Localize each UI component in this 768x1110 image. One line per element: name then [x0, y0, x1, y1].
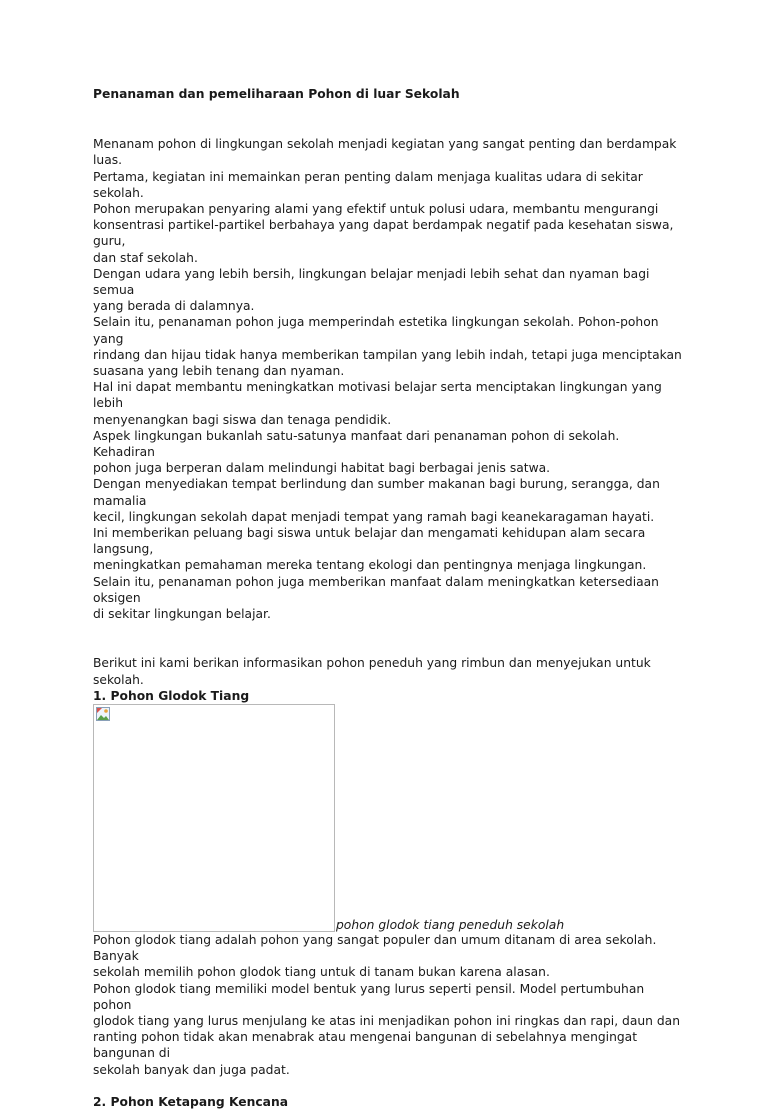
text-line: Pohon merupakan penyaring alami yang efektif untuk polusi udara, membantu mengurangi	[93, 202, 659, 217]
text-line: kecil, lingkungan sekolah dapat menjadi tempat yang ramah bagi keanekaragaman hayati.	[93, 509, 655, 524]
text-line: sekolah memilih pohon glodok tiang untuk di tanam bukan karena alasan.	[93, 965, 550, 980]
text-line: Dengan menyediakan tempat berlindung dan sumber makanan bagi burung, serangga, dan mamalia	[93, 477, 660, 508]
section-heading-glodok-tiang: 1. Pohon Glodok Tiang	[93, 688, 250, 703]
text-line: suasana yang lebih tenang dan nyaman.	[93, 364, 345, 379]
text-line: sekolah banyak dan juga padat.	[93, 1062, 290, 1077]
text-line: Selain itu, penanaman pohon juga memberikan manfaat dalam meningkatkan ketersediaan oksigen	[93, 574, 659, 605]
image-caption: pohon glodok tiang peneduh sekolah	[336, 917, 565, 932]
text-line: Selain itu, penanaman pohon juga memperindah estetika lingkungan sekolah. Pohon-pohon yang	[93, 315, 659, 346]
text-line: Menanam pohon di lingkungan sekolah menjadi kegiatan yang sangat penting dan berdampak luas.	[93, 137, 677, 168]
text-line: di sekitar lingkungan belajar.	[93, 607, 271, 622]
spacer	[93, 622, 683, 655]
info-intro-text: Berikut ini kami berikan informasikan pohon peneduh yang rimbun dan menyejukan untuk sekolah.	[93, 656, 651, 687]
document-page	[93, 86, 683, 1110]
text-line: glodok tiang yang lurus menjulang ke atas ini menjadikan pohon ini ringkas dan rapi, daun dan	[93, 1013, 681, 1028]
section-heading-ketapang-kencana: 2. Pohon Ketapang Kencana	[93, 1094, 289, 1109]
text-line: Pohon glodok tiang adalah pohon yang sangat populer dan umum ditanam di area sekolah. Banyak	[93, 932, 657, 964]
figure-glodok-tiang	[93, 704, 683, 932]
text-line: konsentrasi partikel-partikel berbahaya yang dapat berdampak negatif pada kesehatan siswa, guru,	[93, 218, 674, 249]
text-line: Pohon glodok tiang memiliki model bentuk yang lurus seperti pensil. Model pertumbuhan pohon	[93, 981, 645, 1012]
text-line: menyenangkan bagi siswa dan tenaga pendidik.	[93, 412, 392, 427]
text-line: dan staf sekolah.	[93, 250, 198, 265]
text-line: yang berada di dalamnya.	[93, 299, 255, 314]
spacer	[93, 102, 683, 136]
text-line: Aspek lingkungan bukanlah satu-satunya manfaat dari penanaman pohon di sekolah. Kehadiran	[93, 428, 620, 460]
spacer	[93, 1078, 683, 1094]
text-line: Pertama, kegiatan ini memainkan peran penting dalam menjaga kualitas udara di sekitar sekolah.	[93, 169, 643, 200]
glodok-tiang-description	[93, 932, 683, 1078]
text-line: pohon juga berperan dalam melindungi habitat bagi berbagai jenis satwa.	[93, 461, 551, 476]
text-line: meningkatkan pemahaman mereka tentang ekologi dan pentingnya menjaga lingkungan.	[93, 558, 647, 573]
document-title: Penanaman dan pemeliharaan Pohon di luar Sekolah	[93, 87, 460, 101]
text-line: Hal ini dapat membantu meningkatkan motivasi belajar serta menciptakan lingkungan yang lebih	[93, 380, 662, 411]
tree-image-placeholder[interactable]	[93, 704, 335, 932]
text-line: Dengan udara yang lebih bersih, lingkungan belajar menjadi lebih sehat dan nyaman bagi semua	[93, 266, 650, 298]
broken-image-icon	[96, 707, 110, 721]
text-line: rindang dan hijau tidak hanya memberikan tampilan yang lebih indah, tetapi juga menciptakan	[93, 347, 682, 362]
text-line: Ini memberikan peluang bagi siswa untuk belajar dan mengamati kehidupan alam secara langsung,	[93, 526, 646, 557]
intro-paragraph	[93, 136, 683, 622]
text-line: ranting pohon tidak akan menabrak atau mengenai bangunan di sebelahnya mengingat bangunan di	[93, 1030, 638, 1061]
